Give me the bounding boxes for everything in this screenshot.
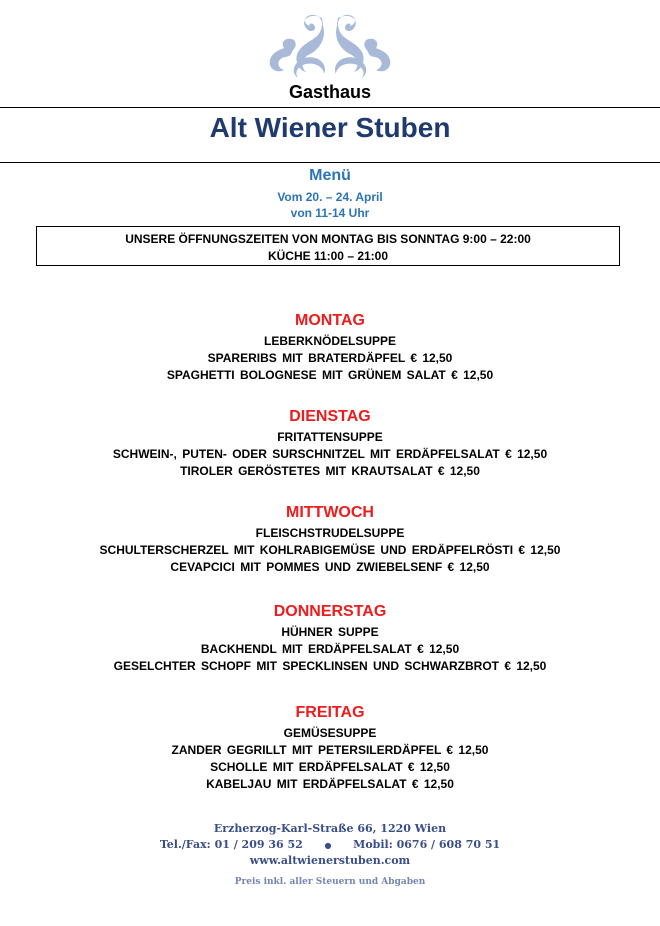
day-name: FREITAG	[295, 704, 365, 721]
opening-hours-line: UNSERE ÖFFNUNGSZEITEN VON MONTAG BIS SONNTAG 9:00 – 22:00	[125, 232, 531, 246]
restaurant-name: Alt Wiener Stuben	[209, 112, 451, 143]
website-link[interactable]: www.altwienerstuben.com	[249, 854, 411, 867]
kitchen-hours-line: KÜCHE 11:00 – 21:00	[267, 249, 389, 263]
dish: BACKHENDL MIT ERDÄPFELSALAT € 12,50	[200, 642, 460, 656]
restaurant-subtitle: Gasthaus	[288, 82, 372, 102]
dish: SCHULTERSCHERZEL MIT KOHLRABIGEMÜSE UND ERDÄPFELRÖSTI € 12,50	[99, 543, 561, 557]
contact-line	[0, 837, 660, 853]
dish: ZANDER GEGRILLT MIT PETERSILERDÄPFEL € 12,50	[171, 743, 489, 757]
footer	[0, 821, 660, 887]
day-section-tuesday	[0, 407, 660, 480]
menu-dates: Vom 20. – 24. April	[277, 190, 383, 204]
menu-title: Menü	[309, 167, 351, 184]
mobile-phone: Mobil: 0676 / 608 70 51	[353, 838, 501, 851]
day-name: MONTAG	[295, 312, 365, 329]
dish: FRITATTENSUPPE	[277, 430, 383, 444]
dish: SPAGHETTI BOLOGNESE MIT GRÜNEM SALAT € 12,50	[166, 368, 494, 382]
day-name: MITTWOCH	[286, 504, 374, 521]
address: Erzherzog-Karl-Straße 66, 1220 Wien	[213, 822, 447, 835]
price-note: Preis inkl. aller Steuern und Abgaben	[234, 877, 426, 887]
dish: KABELJAU MIT ERDÄPFELSALAT € 12,50	[206, 777, 454, 791]
header-bottom-rule	[0, 162, 660, 163]
day-section-thursday	[0, 602, 660, 675]
dish: FLEISCHSTRUDELSUPPE	[255, 526, 405, 540]
dish: GEMÜSESUPPE	[283, 726, 377, 740]
bullet-separator: ●	[324, 840, 332, 850]
header-top-rule	[0, 107, 660, 108]
dish: HÜHNER SUPPE	[281, 625, 379, 639]
dish: SCHOLLE MIT ERDÄPFELSALAT € 12,50	[210, 760, 450, 774]
day-section-monday	[0, 311, 660, 384]
opening-hours-box	[36, 226, 620, 266]
day-name: DIENSTAG	[289, 408, 371, 425]
dish: CEVAPCICI MIT POMMES UND ZWIEBELSENF € 12,50	[170, 560, 490, 574]
baroque-scroll-ornament-icon	[264, 10, 396, 80]
dish: TIROLER GERÖSTETES MIT KRAUTSALAT € 12,50	[180, 464, 480, 478]
menu-time: von 11-14 Uhr	[290, 206, 370, 220]
dish: LEBERKNÖDELSUPPE	[263, 334, 397, 348]
dish: SPARERIBS MIT BRATERDÄPFEL € 12,50	[207, 351, 453, 365]
dish: GESELCHTER SCHOPF MIT SPECKLINSEN UND SCHWARZBROT € 12,50	[113, 659, 547, 673]
phone-fax: Tel./Fax: 01 / 209 36 52	[159, 838, 303, 851]
day-name: DONNERSTAG	[273, 603, 387, 620]
day-section-wednesday	[0, 503, 660, 576]
day-section-friday	[0, 703, 660, 793]
dish: SCHWEIN-, PUTEN- ODER SURSCHNITZEL MIT ERDÄPFELSALAT € 12,50	[112, 447, 548, 461]
